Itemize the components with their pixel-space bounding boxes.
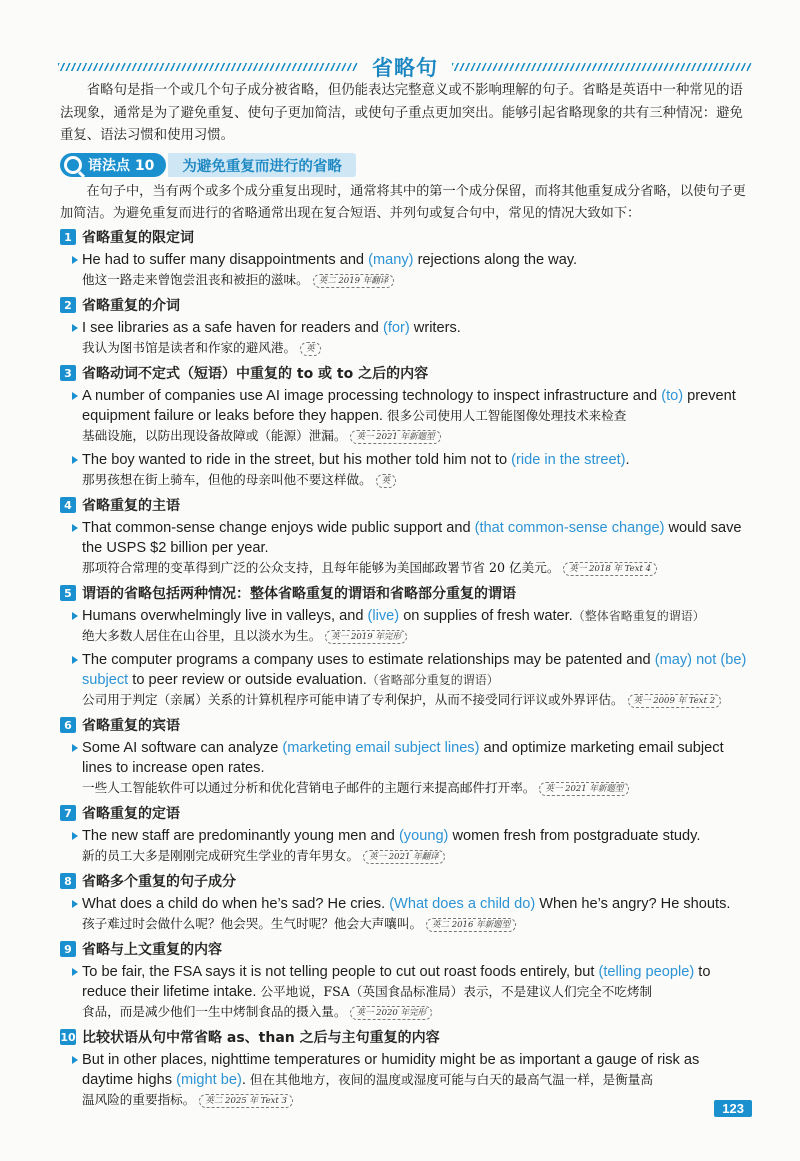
rule-section [60, 938, 752, 1022]
rule-heading-text: 省略重复的主语 [82, 498, 180, 514]
omitted-text: (that common-sense change) [474, 520, 665, 536]
example-item [60, 518, 752, 578]
rule-number-badge: 9 [60, 941, 76, 957]
rule-number-badge: 3 [60, 365, 76, 381]
example-translation [82, 470, 752, 490]
rule-list [60, 226, 752, 1114]
english-text: writers. [409, 320, 461, 336]
translation-text: 基础设施，以防出现设备故障或（能源）泄漏。 [82, 428, 347, 443]
example-english [82, 606, 752, 626]
example-translation [82, 338, 752, 358]
rule-heading-text: 省略重复的定语 [82, 806, 180, 822]
rule-heading [60, 362, 752, 384]
omitted-text: (telling people) [598, 964, 695, 980]
grammar-point-label [60, 153, 166, 177]
rule-section [60, 714, 752, 798]
english-text: When he’s angry? He shouts. [535, 896, 731, 912]
translation-text: 绝大多数人居住在山谷里，且以淡水为生。 [82, 628, 322, 643]
bullet-triangle-icon [72, 256, 78, 264]
rule-number-badge: 5 [60, 585, 76, 601]
example-english [82, 1050, 752, 1090]
omitted-text: (may) not (be) subject [82, 652, 747, 688]
translation-text: 公司用于判定（亲属）关系的计算机程序可能申请了专利保护，从而不接受同行评议或外界评估。 [82, 692, 624, 707]
example-translation-inline: 公平地说，FSA（英国食品标准局）表示，不是建议人们完全不吃烤制 [260, 984, 653, 999]
omitted-text: (young) [398, 828, 449, 844]
bullet-triangle-icon [72, 832, 78, 840]
english-text: and optimize marketing email subject lines to increase open rates. [82, 740, 724, 776]
rule-number-badge: 2 [60, 297, 76, 313]
omitted-text: (marketing email subject lines) [282, 740, 480, 756]
example-note: （整体省略重复的谓语） [572, 609, 705, 623]
english-text: I see libraries as a safe haven for readers and [82, 320, 383, 336]
english-text: to peer review or outside evaluation. [128, 672, 367, 688]
translation-text: 温风险的重要指标。 [82, 1092, 196, 1107]
source-tag: 英二 2016 年新题型 [426, 918, 516, 932]
rule-number-badge: 1 [60, 229, 76, 245]
source-tag: 英二 2019 年翻译 [313, 274, 395, 288]
example-translation [82, 270, 752, 290]
rule-number-badge: 4 [60, 497, 76, 513]
rule-heading [60, 802, 752, 824]
rule-section [60, 494, 752, 578]
example-item [60, 318, 752, 358]
rule-heading [60, 294, 752, 316]
example-translation [82, 426, 752, 446]
omitted-text: (many) [368, 252, 414, 268]
example-english [82, 450, 752, 470]
rule-heading-text: 省略多个重复的句子成分 [82, 874, 236, 890]
omitted-text: (ride in the street) [511, 452, 626, 468]
english-text: . [241, 1072, 250, 1088]
rule-heading-text: 省略与上文重复的内容 [82, 942, 222, 958]
translation-text: 新的员工大多是刚刚完成研究生学业的青年男女。 [82, 848, 360, 863]
title-rule-left [58, 63, 358, 71]
english-text: That common-sense change enjoys wide public support and [82, 520, 475, 536]
source-tag: 英二 2025 年 Text 3 [199, 1094, 293, 1108]
english-text: to reduce their lifetime intake. [82, 964, 711, 1000]
bullet-triangle-icon [72, 900, 78, 908]
english-text: The computer programs a company uses to estimate relationships may be patented and [82, 652, 655, 668]
example-translation [82, 778, 752, 798]
bullet-triangle-icon [72, 968, 78, 976]
bullet-triangle-icon [72, 656, 78, 664]
bullet-triangle-icon [72, 744, 78, 752]
example-item [60, 826, 752, 866]
english-text: But in other places, nighttime temperatures or humidity might be as important a gauge of risk as daytime highs [82, 1052, 700, 1088]
bullet-triangle-icon [72, 324, 78, 332]
english-text: on supplies of fresh water. [399, 608, 573, 624]
example-translation [82, 1002, 752, 1022]
title-rule-right [452, 63, 752, 71]
english-text: What does a child do when he’s sad? He cries. [82, 896, 390, 912]
rule-section [60, 294, 752, 358]
example-english [82, 518, 752, 558]
grammar-point-topic: 为避免重复而进行的省略 [168, 153, 356, 177]
rule-heading [60, 226, 752, 248]
rule-number-badge: 10 [60, 1030, 76, 1044]
bullet-triangle-icon [72, 456, 78, 464]
source-tag: 英一 2021 年新题型 [539, 782, 629, 796]
translation-text: 孩子难过时会做什么呢？他会哭。生气时呢？他会大声嚷叫。 [82, 916, 423, 931]
page-title: 省略句 [372, 56, 438, 80]
example-item [60, 250, 752, 290]
example-translation [82, 914, 752, 934]
example-translation-inline: 很多公司使用人工智能图像处理技术来检查 [387, 408, 627, 423]
rule-heading-text: 省略重复的宾语 [82, 718, 180, 734]
english-text: rejections along the way. [413, 252, 578, 268]
english-text: The boy wanted to ride in the street, but his mother told him not to [82, 452, 512, 468]
source-tag: 英一 2019 年完形 [325, 630, 407, 644]
example-english [82, 738, 752, 778]
rule-section [60, 362, 752, 490]
rule-number-badge: 6 [60, 717, 76, 733]
translation-text: 我认为图书馆是读者和作家的避风港。 [82, 340, 297, 355]
english-text: Humans overwhelmingly live in valleys, and [82, 608, 368, 624]
bullet-triangle-icon [72, 392, 78, 400]
example-english [82, 894, 752, 914]
magnifier-icon [64, 156, 82, 174]
example-english [82, 650, 752, 690]
english-text: A number of companies use AI image processing technology to inspect infrastructure and [82, 388, 662, 404]
bullet-triangle-icon [72, 612, 78, 620]
source-tag: 英 [300, 342, 321, 356]
example-translation [82, 1090, 752, 1110]
grammar-point-intro: 在句子中，当有两个或多个成分重复出现时，通常将其中的第一个成分保留，而将其他重复成分省略，以使句子更加简洁。为避免重复而进行的省略通常出现在复合短语、并列句或复合句中，常见的情况大致如下： [60, 184, 746, 221]
example-english [82, 250, 752, 270]
example-translation [82, 846, 752, 866]
source-tag: 英一 2020 年完形 [350, 1006, 432, 1020]
example-item [60, 1050, 752, 1110]
example-item [60, 894, 752, 934]
bullet-triangle-icon [72, 524, 78, 532]
example-item [60, 450, 752, 490]
source-tag: 英 [376, 474, 397, 488]
rule-heading-text: 谓语的省略包括两种情况：整体省略重复的谓语和省略部分重复的谓语 [82, 586, 516, 602]
source-tag: 英一 2021 年翻译 [363, 850, 445, 864]
rule-heading [60, 582, 752, 604]
translation-text: 那项符合常理的变革得到广泛的公众支持，且每年能够为美国邮政署节省 20 亿美元。 [82, 560, 560, 575]
rule-section [60, 226, 752, 290]
example-english [82, 962, 752, 1002]
rule-section [60, 1026, 752, 1110]
bullet-triangle-icon [72, 1056, 78, 1064]
rule-heading [60, 1026, 752, 1048]
rule-heading-text: 省略重复的限定词 [82, 230, 194, 246]
rule-number-badge: 8 [60, 873, 76, 889]
example-english [82, 826, 752, 846]
omitted-text: (live) [367, 608, 400, 624]
translation-text: 食品，而是减少他们一生中烤制食品的摄入量。 [82, 1004, 347, 1019]
rule-heading-text: 省略动词不定式（短语）中重复的 to 或 to 之后的内容 [82, 366, 429, 382]
rule-heading [60, 938, 752, 960]
example-english [82, 386, 752, 426]
rule-heading-text: 省略重复的介词 [82, 298, 180, 314]
example-translation [82, 626, 752, 646]
omitted-text: (What does a child do) [389, 896, 536, 912]
example-translation [82, 690, 752, 710]
omitted-text: (might be) [176, 1072, 242, 1088]
source-tag: 英一 2021 年新题型 [350, 430, 440, 444]
rule-heading [60, 494, 752, 516]
english-text: women fresh from postgraduate study. [448, 828, 701, 844]
rule-heading [60, 714, 752, 736]
english-text: The new staff are predominantly young men and [82, 828, 399, 844]
english-text: prevent equipment failure or leaks before they happen. [82, 388, 736, 424]
example-item [60, 962, 752, 1022]
english-text: would save the USPS $2 billion per year. [82, 520, 742, 556]
example-note: （省略部分重复的谓语） [366, 673, 499, 687]
grammar-point-badge [60, 152, 356, 178]
english-text: Some AI software can analyze [82, 740, 283, 756]
rule-heading [60, 870, 752, 892]
example-english [82, 318, 752, 338]
example-item [60, 650, 752, 710]
example-translation-inline: 但在其他地方，夜间的温度或湿度可能与白天的最高气温一样，是衡量高 [249, 1072, 653, 1087]
english-text: To be fair, the FSA says it is not telling people to cut out roast foods entirely, but [82, 964, 599, 980]
rule-section [60, 582, 752, 710]
omitted-text: (to) [661, 388, 684, 404]
rule-section [60, 802, 752, 866]
intro-paragraph: 省略句是指一个或几个句子成分被省略，但仍能表达完整意义或不影响理解的句子。省略是英语中一种常见的语法现象，通常是为了避免重复、使句子更加简洁，或使句子重点更加突出。能够引起省略现象的共有三种情况：避免重复、语法习惯和使用习惯。 [60, 83, 743, 143]
source-tag: 英一 2018 年 Text 4 [563, 562, 657, 576]
translation-text: 那男孩想在街上骑车，但他的母亲叫他不要这样做。 [82, 472, 372, 487]
grammar-point-number: 语法点 10 [88, 158, 155, 174]
page-number: 123 [714, 1100, 752, 1117]
source-tag: 英一 2009 年 Text 2 [628, 694, 722, 708]
english-text: . [625, 452, 630, 468]
page-title-bar [58, 52, 752, 82]
example-translation [82, 558, 752, 578]
example-item [60, 738, 752, 798]
rule-section [60, 870, 752, 934]
rule-number-badge: 7 [60, 805, 76, 821]
example-item [60, 386, 752, 446]
omitted-text: (for) [382, 320, 410, 336]
translation-text: 他这一路走来曾饱尝沮丧和被拒的滋味。 [82, 272, 309, 287]
rule-heading-text: 比较状语从句中常省略 as、than 之后与主句重复的内容 [82, 1030, 440, 1046]
example-item [60, 606, 752, 646]
english-text: He had to suffer many disappointments and [82, 252, 369, 268]
translation-text: 一些人工智能软件可以通过分析和优化营销电子邮件的主题行来提高邮件打开率。 [82, 780, 536, 795]
